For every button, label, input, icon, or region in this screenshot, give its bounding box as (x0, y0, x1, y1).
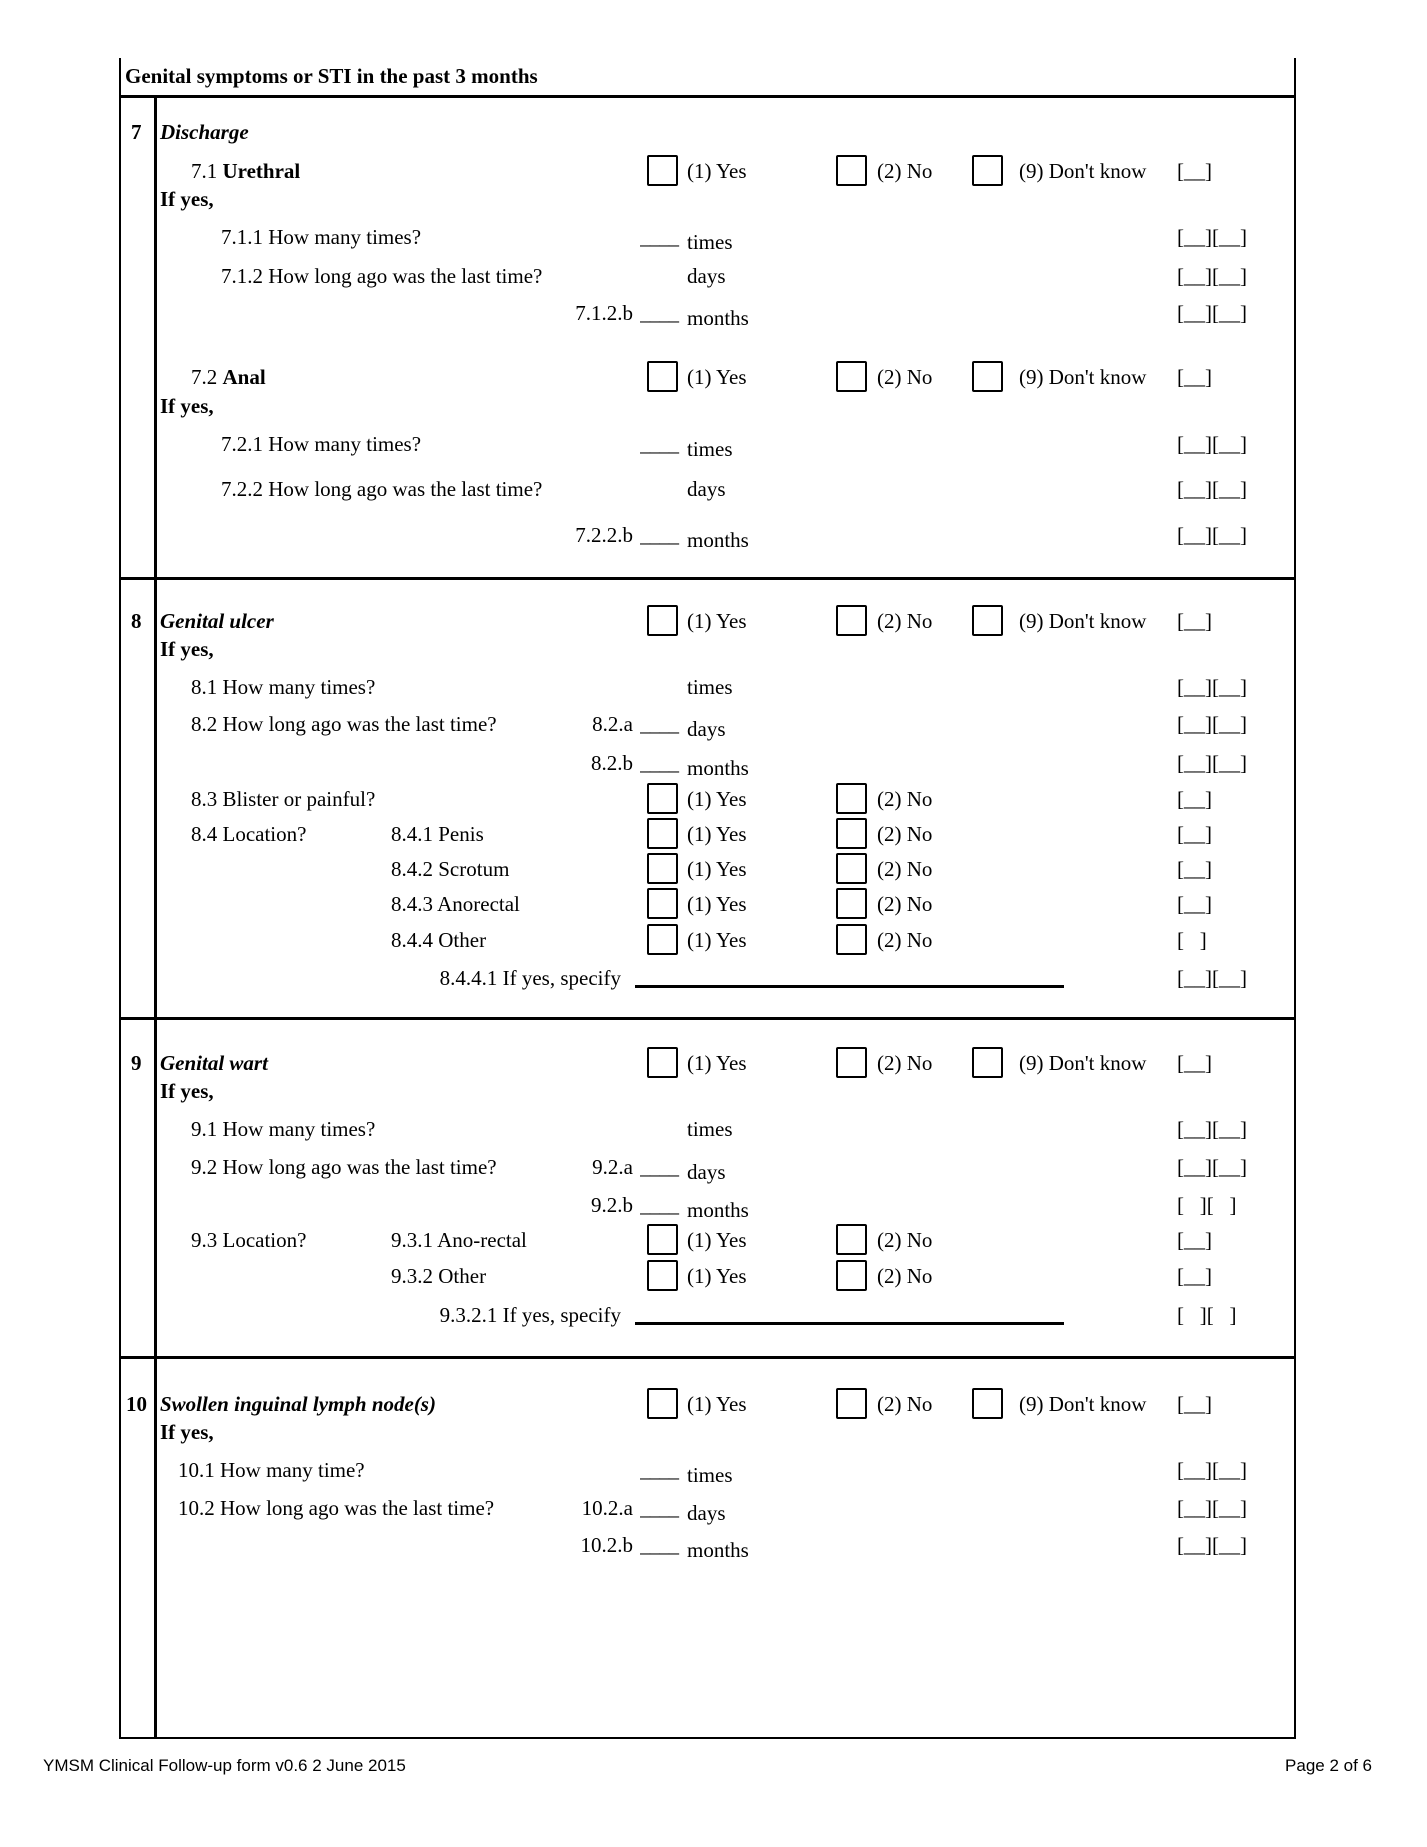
answer-blank[interactable]: ____ (640, 1193, 678, 1217)
question-label-text: 7.2.2 How long ago was the last time? (221, 477, 543, 501)
unit-label: months (687, 1198, 749, 1222)
option-label: (2) No (877, 609, 933, 633)
footer-form-version: YMSM Clinical Follow-up form v0.6 2 June 2015 (43, 1756, 406, 1775)
coding-box[interactable]: [__] (1177, 857, 1212, 881)
unit-label: days (687, 477, 726, 501)
checkbox-no[interactable] (836, 155, 867, 186)
option-label: (1) Yes (687, 822, 747, 846)
question-label (160, 637, 214, 661)
checkbox-yes[interactable] (647, 853, 678, 884)
coding-box[interactable]: [__][__] (1177, 751, 1247, 775)
field-prefix: 9.2.b (591, 1193, 633, 1217)
answer-blank[interactable]: ____ (640, 301, 678, 325)
question-label (191, 675, 375, 699)
header-divider (119, 95, 1296, 98)
option-label: (1) Yes (687, 1392, 747, 1416)
section-header-title: Genital symptoms or STI in the past 3 months (125, 64, 538, 88)
answer-blank[interactable]: ____ (640, 751, 678, 775)
answer-blank[interactable]: ____ (640, 1458, 678, 1482)
specify-input-line[interactable] (635, 1322, 1064, 1325)
question-label-text: 10.1 How many time? (178, 1458, 365, 1482)
unit-label: months (687, 756, 749, 780)
question-label (160, 394, 214, 418)
sub-question-label: 9.3.2 Other (391, 1264, 487, 1288)
question-label (191, 712, 497, 736)
answer-blank[interactable]: ____ (640, 1533, 678, 1557)
question-label-text: 10.2 How long ago was the last time? (178, 1496, 495, 1520)
unit-label: times (687, 675, 733, 699)
option-label: (2) No (877, 159, 933, 183)
option-label: (2) No (877, 928, 933, 952)
question-label (191, 787, 375, 811)
frame-left-border (119, 58, 121, 1739)
option-label: (1) Yes (687, 1264, 747, 1288)
coding-box[interactable]: [__] (1177, 822, 1212, 846)
question-label (191, 159, 300, 183)
question-label-text: 9.2 How long ago was the last time? (191, 1155, 497, 1179)
unit-label: months (687, 528, 749, 552)
option-label: (1) Yes (687, 1051, 747, 1075)
question-label-text: Swollen inguinal lymph node(s) (160, 1392, 436, 1416)
coding-box[interactable]: [__][__] (1177, 1117, 1247, 1141)
checkbox-no[interactable] (836, 783, 867, 814)
unit-label: days (687, 1501, 726, 1525)
option-label: (1) Yes (687, 928, 747, 952)
answer-field[interactable] (640, 712, 726, 741)
coding-box[interactable]: [__][__] (1177, 1533, 1247, 1557)
frame-right-border (1294, 58, 1296, 1739)
question-label-text: 8.4 Location? (191, 822, 307, 846)
coding-box[interactable]: [__][__] (1177, 225, 1247, 249)
checkbox-no[interactable] (836, 1388, 867, 1419)
coding-box[interactable]: [__] (1177, 365, 1212, 389)
answer-blank[interactable]: ____ (640, 225, 678, 249)
coding-box[interactable]: [__] (1177, 892, 1212, 916)
checkbox-yes[interactable] (647, 1224, 678, 1255)
answer-field[interactable] (640, 1533, 749, 1562)
checkbox-yes[interactable] (647, 1388, 678, 1419)
section-number: 7 (131, 120, 142, 144)
checkbox-no[interactable] (836, 605, 867, 636)
coding-box[interactable]: [__][__] (1177, 1496, 1247, 1520)
unit-label: times (687, 230, 733, 254)
option-label: (9) Don't know (1019, 365, 1147, 389)
checkbox-dont-know[interactable] (972, 1388, 1003, 1419)
question-label (160, 609, 274, 633)
coding-box[interactable]: [__] (1177, 1264, 1212, 1288)
question-label-text: Genital wart (160, 1051, 268, 1075)
coding-box[interactable]: [__] (1177, 1051, 1212, 1075)
question-label (178, 1458, 365, 1482)
answer-field[interactable] (640, 675, 733, 699)
question-label-bold: Urethral (222, 159, 301, 183)
coding-box[interactable]: [ ][ ] (1177, 1193, 1237, 1217)
option-label: (2) No (877, 787, 933, 811)
question-label (191, 365, 266, 389)
option-label: (2) No (877, 1392, 933, 1416)
option-label: (2) No (877, 365, 933, 389)
field-prefix: 8.2.a (592, 712, 633, 736)
coding-box[interactable]: [__][__] (1177, 675, 1247, 699)
coding-box[interactable]: [__][__] (1177, 477, 1247, 501)
field-prefix: 8.2.b (591, 751, 633, 775)
unit-label: times (687, 1463, 733, 1487)
question-label (191, 822, 306, 846)
question-label-text: If yes, (160, 187, 214, 211)
question-label-bold: Anal (222, 365, 266, 389)
checkbox-no[interactable] (836, 361, 867, 392)
question-label (191, 1117, 375, 1141)
coding-box[interactable]: [__][__] (1177, 1155, 1247, 1179)
checkbox-no[interactable] (836, 1260, 867, 1291)
checkbox-dont-know[interactable] (972, 361, 1003, 392)
sub-question-label: 8.4.3 Anorectal (391, 892, 520, 916)
unit-label: times (687, 437, 733, 461)
checkbox-yes[interactable] (647, 361, 678, 392)
checkbox-no[interactable] (836, 1047, 867, 1078)
answer-field[interactable] (640, 1496, 726, 1525)
checkbox-no[interactable] (836, 853, 867, 884)
question-label-text: Genital ulcer (160, 609, 274, 633)
coding-box[interactable]: [__] (1177, 1228, 1212, 1252)
option-label: (2) No (877, 1228, 933, 1252)
coding-box[interactable]: [__] (1177, 609, 1212, 633)
question-label (160, 1392, 436, 1416)
question-label (191, 1228, 306, 1252)
question-label-text: 7.1.2 How long ago was the last time? (221, 264, 543, 288)
answer-field[interactable] (640, 1117, 733, 1141)
unit-label: months (687, 306, 749, 330)
field-prefix: 10.2.b (580, 1533, 633, 1557)
coding-box[interactable]: [__] (1177, 1392, 1212, 1416)
unit-label: days (687, 717, 726, 741)
sub-question-label: 9.3.1 Ano-rectal (391, 1228, 527, 1252)
option-label: (9) Don't know (1019, 1392, 1147, 1416)
checkbox-no[interactable] (836, 818, 867, 849)
answer-blank[interactable]: ____ (640, 432, 678, 456)
checkbox-no[interactable] (836, 1224, 867, 1255)
unit-label: days (687, 264, 726, 288)
section-number: 9 (131, 1051, 142, 1075)
field-prefix: 10.2.a (581, 1496, 633, 1520)
option-label: (9) Don't know (1019, 609, 1147, 633)
question-label-text: If yes, (160, 1420, 214, 1444)
answer-field[interactable] (640, 264, 726, 288)
coding-box[interactable]: [__][__] (1177, 264, 1247, 288)
field-prefix: 9.2.a (592, 1155, 633, 1179)
option-label: (9) Don't know (1019, 159, 1147, 183)
answer-blank[interactable]: ____ (640, 1496, 678, 1520)
unit-label: days (687, 1160, 726, 1184)
question-label (160, 187, 214, 211)
question-label (191, 1155, 497, 1179)
coding-box[interactable]: [__][__] (1177, 966, 1247, 990)
unit-label: months (687, 1538, 749, 1562)
coding-box[interactable]: [ ] (1177, 928, 1207, 952)
checkbox-yes[interactable] (647, 605, 678, 636)
checkbox-dont-know[interactable] (972, 155, 1003, 186)
section-divider (119, 1017, 1296, 1020)
answer-field[interactable] (640, 523, 749, 552)
option-label: (2) No (877, 1051, 933, 1075)
coding-box[interactable]: [__] (1177, 787, 1212, 811)
checkbox-yes[interactable] (647, 1047, 678, 1078)
field-prefix: 8.4.4.1 If yes, specify (439, 966, 621, 990)
number-column-divider (154, 95, 157, 1739)
question-label (178, 1496, 494, 1520)
option-label: (2) No (877, 1264, 933, 1288)
answer-field[interactable] (640, 751, 749, 780)
answer-field[interactable] (640, 301, 749, 330)
question-label (221, 264, 542, 288)
section-number: 8 (131, 609, 142, 633)
option-label: (9) Don't know (1019, 1051, 1147, 1075)
question-label-text: 8.2 How long ago was the last time? (191, 712, 497, 736)
sub-question-label: 8.4.1 Penis (391, 822, 484, 846)
checkbox-yes[interactable] (647, 1260, 678, 1291)
footer-page-number: Page 2 of 6 (1285, 1756, 1372, 1775)
answer-field[interactable] (640, 225, 733, 254)
coding-box[interactable]: [ ][ ] (1177, 1303, 1237, 1327)
option-label: (1) Yes (687, 1228, 747, 1252)
section-divider (119, 1356, 1296, 1359)
question-label (160, 120, 249, 144)
question-label-text: 7.1.1 How many times? (221, 225, 422, 249)
question-label-text: If yes, (160, 394, 214, 418)
coding-box[interactable]: [__][__] (1177, 712, 1247, 736)
question-label-text: 9.1 How many times? (191, 1117, 376, 1141)
question-label-text: 8.1 How many times? (191, 675, 376, 699)
question-label-text: Discharge (160, 120, 249, 144)
frame-bottom-border (119, 1737, 1296, 1739)
unit-label: times (687, 1117, 733, 1141)
checkbox-yes[interactable] (647, 818, 678, 849)
option-label: (2) No (877, 892, 933, 916)
sub-question-label: 8.4.2 Scrotum (391, 857, 510, 881)
checkbox-no[interactable] (836, 888, 867, 919)
question-label-text: 8.3 Blister or painful? (191, 787, 376, 811)
coding-box[interactable]: [__][__] (1177, 432, 1247, 456)
coding-box[interactable]: [__][__] (1177, 301, 1247, 325)
section-number: 10 (126, 1392, 147, 1416)
answer-field[interactable] (640, 1193, 749, 1222)
question-label-text: If yes, (160, 637, 214, 661)
checkbox-yes[interactable] (647, 155, 678, 186)
field-prefix: 9.3.2.1 If yes, specify (439, 1303, 621, 1327)
answer-field[interactable] (640, 1155, 726, 1184)
checkbox-dont-know[interactable] (972, 1047, 1003, 1078)
field-prefix: 7.1.2.b (575, 301, 633, 325)
answer-field[interactable] (640, 1458, 733, 1487)
question-label (221, 225, 421, 249)
coding-box[interactable]: [__][__] (1177, 1458, 1247, 1482)
option-label: (1) Yes (687, 787, 747, 811)
question-label-text: 9.3 Location? (191, 1228, 307, 1252)
question-label-text: If yes, (160, 1079, 214, 1103)
coding-box[interactable]: [__][__] (1177, 523, 1247, 547)
question-label (221, 432, 421, 456)
checkbox-yes[interactable] (647, 783, 678, 814)
option-label: (2) No (877, 857, 933, 881)
checkbox-dont-know[interactable] (972, 605, 1003, 636)
question-label (160, 1051, 268, 1075)
option-label: (1) Yes (687, 857, 747, 881)
checkbox-yes[interactable] (647, 924, 678, 955)
question-label (160, 1079, 214, 1103)
answer-blank[interactable]: ____ (640, 523, 678, 547)
answer-blank[interactable]: ____ (640, 712, 678, 736)
answer-field[interactable] (640, 432, 733, 461)
field-prefix: 7.2.2.b (575, 523, 633, 547)
option-label: (1) Yes (687, 365, 747, 389)
coding-box[interactable]: [__] (1177, 159, 1212, 183)
answer-blank[interactable]: ____ (640, 1155, 678, 1179)
section-divider (119, 577, 1296, 580)
answer-field[interactable] (640, 477, 726, 501)
question-label-text: 7.1 (191, 159, 218, 183)
sub-question-label: 8.4.4 Other (391, 928, 487, 952)
question-label-text: 7.2.1 How many times? (221, 432, 422, 456)
specify-input-line[interactable] (635, 985, 1064, 988)
option-label: (2) No (877, 822, 933, 846)
question-label (160, 1420, 214, 1444)
option-label: (1) Yes (687, 159, 747, 183)
question-label-text: 7.2 (191, 365, 218, 389)
question-label (221, 477, 542, 501)
checkbox-no[interactable] (836, 924, 867, 955)
option-label: (1) Yes (687, 892, 747, 916)
option-label: (1) Yes (687, 609, 747, 633)
checkbox-yes[interactable] (647, 888, 678, 919)
